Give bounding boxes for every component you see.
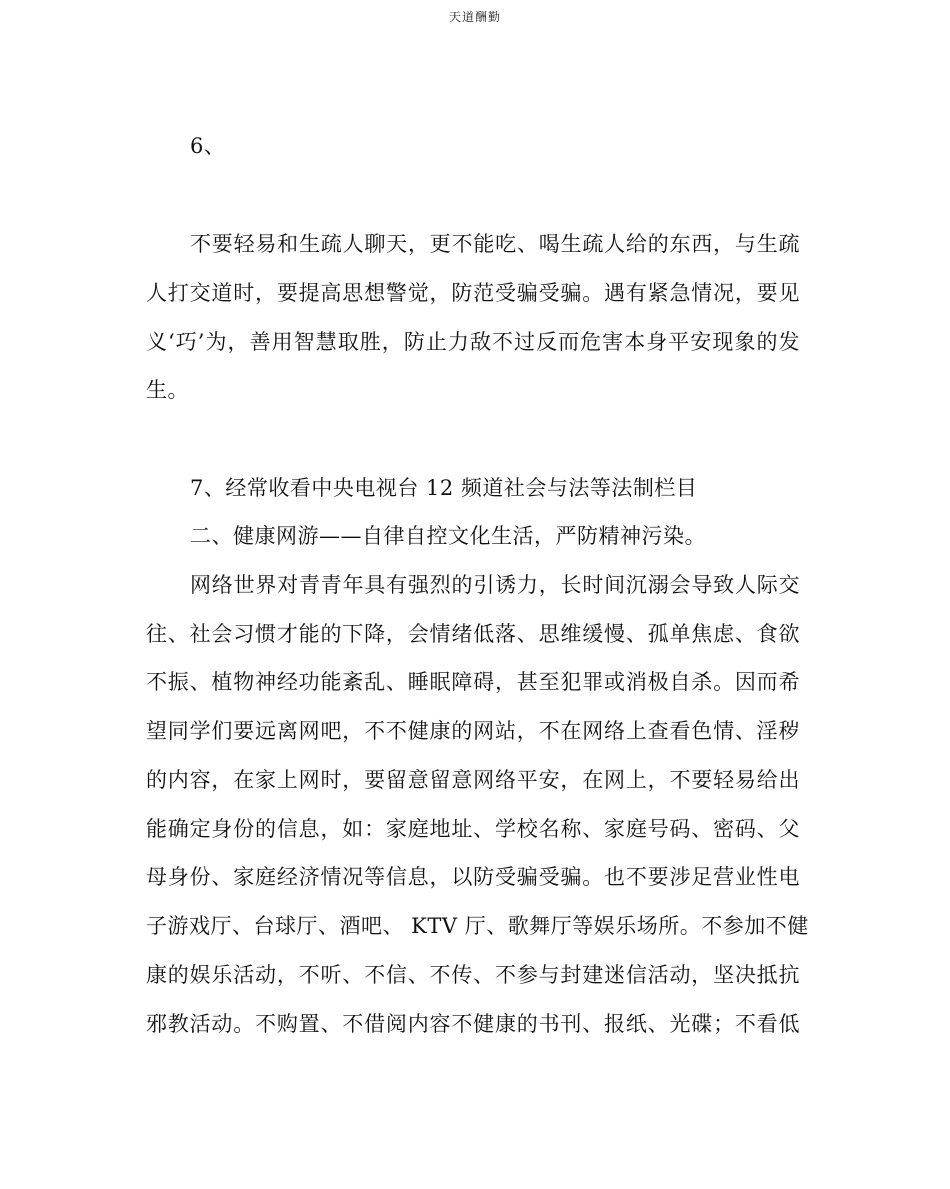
- section-2-line-10: 邪教活动。不购置、不借阅内容不健康的书刊、报纸、光碟；不看低: [146, 1012, 800, 1036]
- section-2-line-8: 子游戏厅、台球厅、酒吧、 KTV 厅、歌舞厅等娱乐场所。不参加不健: [146, 914, 809, 938]
- section-2-line-7: 母身份、家庭经济情况等信息，以防受骗受骗。也不要涉足营业性电: [146, 865, 800, 889]
- section-2-heading: 二、健康网游——自律自控文化生活，严防精神污染。: [190, 524, 706, 548]
- item-6-number: 6、: [190, 134, 226, 158]
- section-2-line-9: 康的娱乐活动，不听、不信、不传、不参与封建迷信活动，坚决抵抗: [146, 963, 800, 987]
- section-2-line-6: 能确定身份的信息，如：家庭地址、学校名称、家庭号码、密码、父: [146, 817, 800, 841]
- section-2-line-5: 的内容，在家上网时，要留意留意网络平安，在网上，不要轻易给出: [146, 768, 800, 792]
- item-6-line-4: 生。: [146, 378, 189, 402]
- item-6-line-2: 人打交道时，要提高思想警觉，防范受骗受骗。遇有紧急情况，要见: [146, 281, 800, 305]
- item-6-line-3: 义‘巧’为，善用智慧取胜，防止力敌不过反而危害本身平安现象的发: [146, 330, 800, 354]
- section-2-line-4: 望同学们要远离网吧，不不健康的网站，不在网络上查看色情、淫秽: [146, 719, 800, 743]
- page-header: 天道酬勤: [448, 10, 501, 24]
- section-2-line-3: 不振、植物神经功能紊乱、睡眠障碍，甚至犯罪或消极自杀。因而希: [146, 670, 800, 694]
- section-2-line-2: 往、社会习惯才能的下降，会情绪低落、思维缓慢、孤单焦虑、食欲: [146, 622, 800, 646]
- section-2-line-1: 网络世界对青青年具有强烈的引诱力，长时间沉溺会导致人际交: [190, 573, 800, 597]
- item-7: 7、经常收看中央电视台 12 频道社会与法等法制栏目: [190, 476, 698, 500]
- item-6-line-1: 不要轻易和生疏人聊天，更不能吃、喝生疏人给的东西，与生疏: [190, 232, 800, 256]
